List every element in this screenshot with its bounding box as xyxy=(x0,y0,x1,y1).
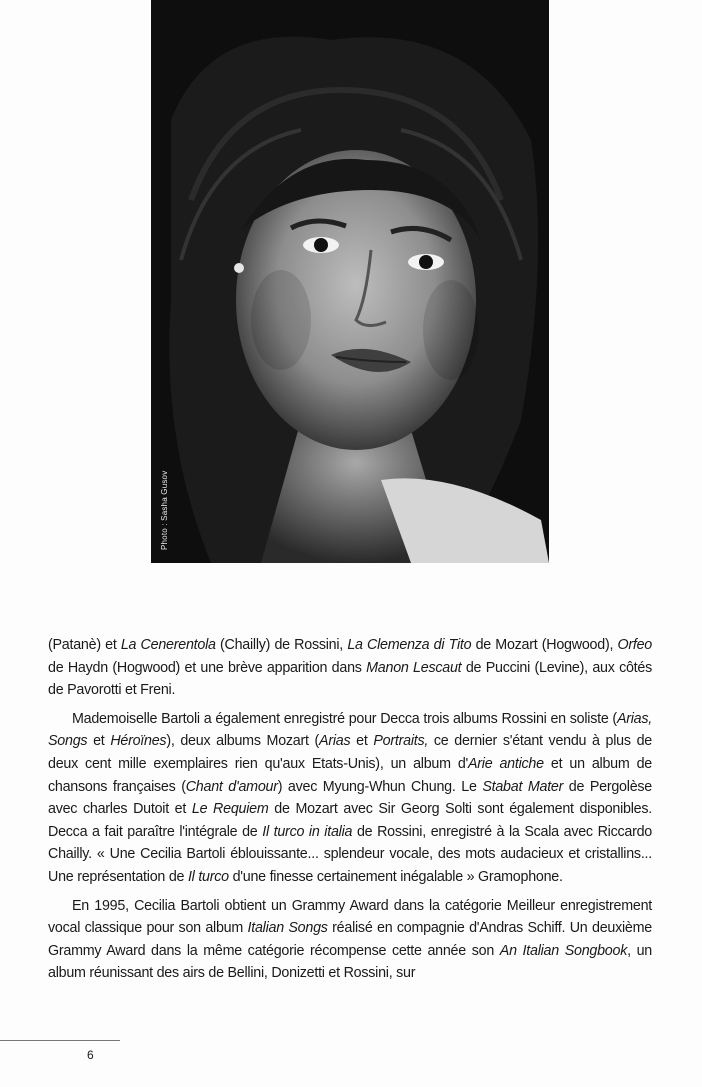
text-run: et un album de chansons françaises ( xyxy=(48,755,652,795)
text-run: (Chailly) de Rossini, xyxy=(215,637,348,653)
text-run: d'une finesse certainement inégalable » Gramophone. xyxy=(228,868,563,885)
italic-title: La Cenerentola xyxy=(120,637,216,653)
italic-title: Stabat Mater xyxy=(482,778,564,795)
text-run: ce dernier s'étant vendu à plus de deux cent mille exemplaires rien qu'aux Etats-Unis), un album d' xyxy=(48,733,652,772)
text-run: de Pergolèse avec charles Dutoit et xyxy=(48,778,652,818)
italic-title: Arias xyxy=(319,733,351,750)
text-run: (Patanè) et xyxy=(48,637,121,653)
photo-credit: Photo : Sasha Gusov xyxy=(160,470,169,550)
portrait-photo xyxy=(151,0,549,563)
italic-title: Orfeo xyxy=(617,637,652,653)
page-number: 6 xyxy=(87,1048,94,1062)
paragraph-2 xyxy=(48,708,652,889)
text-run: ) avec Myung-Whun Chung. Le xyxy=(277,778,483,795)
italic-title: Il turco in italia xyxy=(262,823,353,840)
italic-title: La Clemenza di Tito xyxy=(347,637,472,653)
body-text xyxy=(48,634,652,991)
italic-title: Arie antiche xyxy=(468,755,544,772)
text-run: de Puccini (Levine), aux côtés de Pavorotti et Freni. xyxy=(48,659,652,699)
text-run: , un album réunissant des airs de Bellini, Donizetti et Rossini, sur xyxy=(48,942,652,982)
text-run: de Haydn (Hogwood) et une brève apparition dans xyxy=(48,659,367,676)
italic-title: Le Requiem xyxy=(191,801,269,818)
footer-rule xyxy=(0,1040,120,1041)
text-run: réalisé en compagnie d'Andras Schiff. Un deuxième Grammy Award dans la même catégorie récompense cette année son xyxy=(48,920,652,959)
text-run: de Mozart (Hogwood), xyxy=(471,637,618,653)
italic-title: Chant d'amour xyxy=(185,778,278,795)
portrait-icon xyxy=(151,0,549,563)
italic-title: Manon Lescaut xyxy=(366,659,462,676)
text-run: En 1995, Cecilia Bartoli obtient un Grammy Award dans la catégorie Meilleur enregistrement vocal classique pour son album xyxy=(48,897,652,937)
text-run: de Mozart avec Sir Georg Solti sont également disponibles. Decca a fait paraître l'intégrale de xyxy=(48,801,653,840)
text-run: de Rossini, enregistré à la Scala avec Riccardo Chailly. « Une Cecilia Bartoli éblouissante... splendeur vocale, des mots audacieux et cristallins... Une représentation de xyxy=(48,823,652,885)
italic-title: An Italian Songbook xyxy=(499,942,628,959)
italic-title: Italian Songs xyxy=(247,920,328,937)
paragraph-1 xyxy=(48,634,652,702)
italic-title: Héroïnes xyxy=(110,733,167,750)
text-run: Mademoiselle Bartoli a également enregistré pour Decca trois albums Rossini en soliste ( xyxy=(72,710,617,727)
text-run: et xyxy=(87,733,111,750)
italic-title: Il turco xyxy=(187,868,229,885)
paragraph-3 xyxy=(48,895,652,985)
italic-title: Arias, Songs xyxy=(48,710,652,750)
text-run: et xyxy=(350,733,374,750)
italic-title: Portraits, xyxy=(373,733,429,750)
text-run: ), deux albums Mozart ( xyxy=(166,733,320,750)
